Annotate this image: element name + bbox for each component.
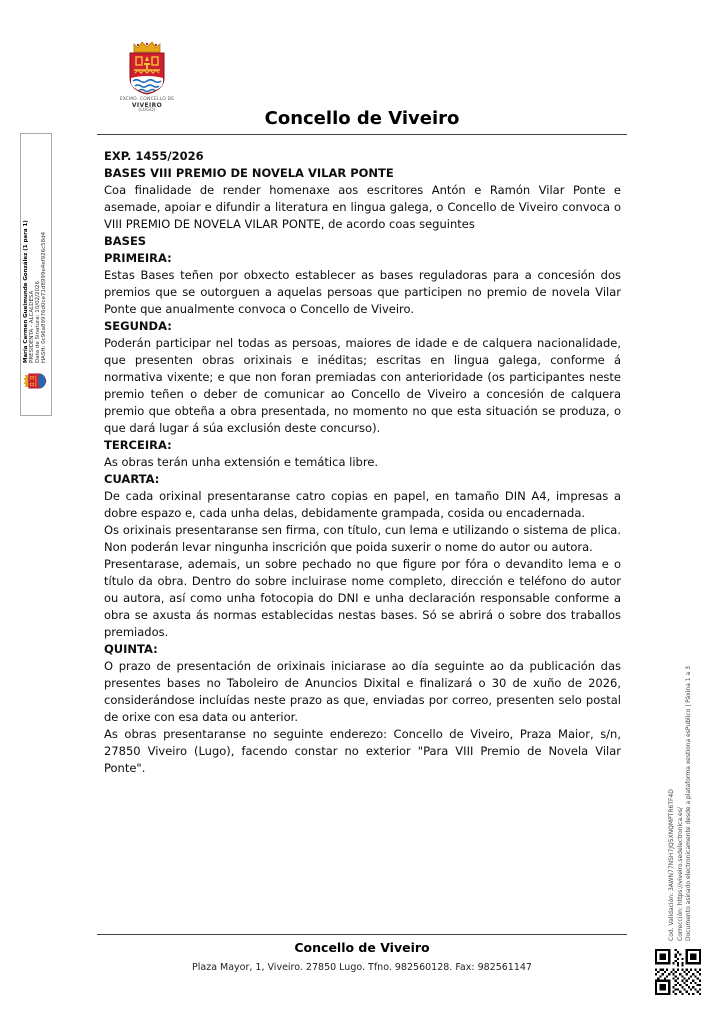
section-quinta (104, 641, 621, 777)
signer-name: María Carmen Gueimunde González (1 para 1) (22, 220, 29, 363)
section-cuarta (104, 471, 621, 641)
document-body (104, 148, 621, 777)
bases-label: BASES (104, 234, 147, 248)
exp-number: EXP. 1455/2026 (104, 149, 204, 163)
qr-code (655, 948, 701, 996)
section-segunda (104, 318, 621, 437)
section-heading: TERCEIRA: (104, 438, 172, 452)
signature-date: Data de Sinatura: 10/02/2026 (35, 281, 41, 363)
section-heading: CUARTA: (104, 472, 160, 486)
document-title: BASES VIII PREMIO DE NOVELA VILAR PONTE (104, 166, 394, 180)
stamp-coat-of-arms-icon (23, 371, 47, 391)
page-title: Concello de Viveiro (264, 108, 460, 129)
section-heading: PRIMEIRA: (104, 251, 172, 265)
logo-caption-line2: VIVEIRO (131, 101, 163, 109)
section-heading: QUINTA: (104, 642, 158, 656)
signature-stamp-text (23, 220, 48, 363)
signature-stamp-content (22, 136, 48, 413)
footer-divider (97, 934, 627, 935)
logo-caption-line3: (LUGO) (138, 108, 156, 113)
header-divider (97, 134, 627, 135)
section-paragraph: O prazo de presentación de orixinais iniciarase ao día seguinte ao da publicación das presentes bases no Taboleiro de Anuncios Dixital e finalizará o 30 de xuño de 2026, considerándose incluídas neste prazo as que, enviadas por correo, presenten selo postal de orixe con esa data ou anterior. (104, 659, 621, 724)
section-paragraph: Presentarase, ademais, un sobre pechado no que figure por fóra o devandito lema e o título da obra. Dentro do sobre incluirase nome completo, dirección e teléfono do autor ou autora, así como unha fotocopia do DNI e unha declaración responsable conforme a obra se axusta ás normas establecidas nestas bases. Só se abrirá o sobre dos traballos premiados. (104, 557, 621, 639)
section-paragraph: As obras presentaranse no seguinte enderezo: Concello de Viveiro, Praza Maior, s/n, 27850 Viveiro (Lugo), facendo constar no exterior "Para VIII Premio de Novela Vilar Ponte". (104, 727, 621, 775)
section-paragraph: Estas Bases teñen por obxecto establecer as bases reguladoras para a concesión dos premios que se outorguen a aquelas persoas que participen no premio de novela Vilar Ponte que anualmente convoca o Concello de Viveiro. (104, 268, 621, 316)
signer-role: PRESIDENTA - ALCALDESA (28, 290, 35, 363)
validation-url: Corrección: https://viveiro.sedelectronica.es/ (676, 807, 684, 941)
section-terceira (104, 437, 621, 471)
logo-caption-line1: EXCMO. CONCELLO DE (119, 97, 175, 102)
section-paragraph: De cada orixinal presentaranse catro copias en papel, en tamaño DIN A4, impresas a dobre espazo e, cada unha delas, debidamente grampada, cosida ou encadernada. (104, 489, 621, 520)
coat-of-arms-icon (124, 40, 170, 96)
section-paragraph: Os orixinais presentaranse sen firma, con título, cun lema e utilizando o sistema de plica. Non poderán levar ningunha inscrición que poida suxerir o nome do autor ou autora. (104, 523, 621, 554)
section-paragraph: Poderán participar nel todas as persoas, maiores de idade e de calquera nacionalidade, que presenten obras orixinais e inéditas; escritas en lingua galega, conforme á normativa vixente; e que non foran premiadas con anterioridade (os participantes neste premio teñen o deber de comunicar ao Concello de Viveiro a concesión de calquera premio que obteña a obra presentada, no momento no que esta situación se produza, o que dará lugar á súa exclusión deste concurso). (104, 336, 621, 435)
validation-sidebar (668, 629, 695, 941)
validation-code: Cod. Validación: 3AWN77NSH7JQ5XNQMPTR6TF4D (668, 789, 675, 941)
signature-hash: HASH: 0c96a89976d0ce71d8999e4ef926c58d4 (41, 231, 48, 363)
section-heading: SEGUNDA: (104, 319, 172, 333)
signature-stamp (20, 133, 52, 416)
section-primeira (104, 250, 621, 318)
section-paragraph: As obras terán unha extensión e temática libre. (104, 455, 379, 469)
municipal-coat-of-arms (116, 40, 178, 114)
validation-note: Documento asinado electronicamente desde a plataforma xestiona esPublico | Páxina 1 a 3 (685, 666, 692, 941)
footer-title: Concello de Viveiro (294, 940, 430, 955)
intro-paragraph: Coa finalidade de render homenaxe aos escritores Antón e Ramón Vilar Ponte e asemade, apoiar e difundir a literatura en lingua galega, o Concello de Viveiro convoca o VIII PREMIO DE NOVELA VILAR PONTE, de acordo coas seguintes (104, 183, 621, 231)
footer-address: Plaza Mayor, 1, Viveiro. 27850 Lugo. Tfno. 982560128. Fax: 982561147 (192, 962, 532, 973)
